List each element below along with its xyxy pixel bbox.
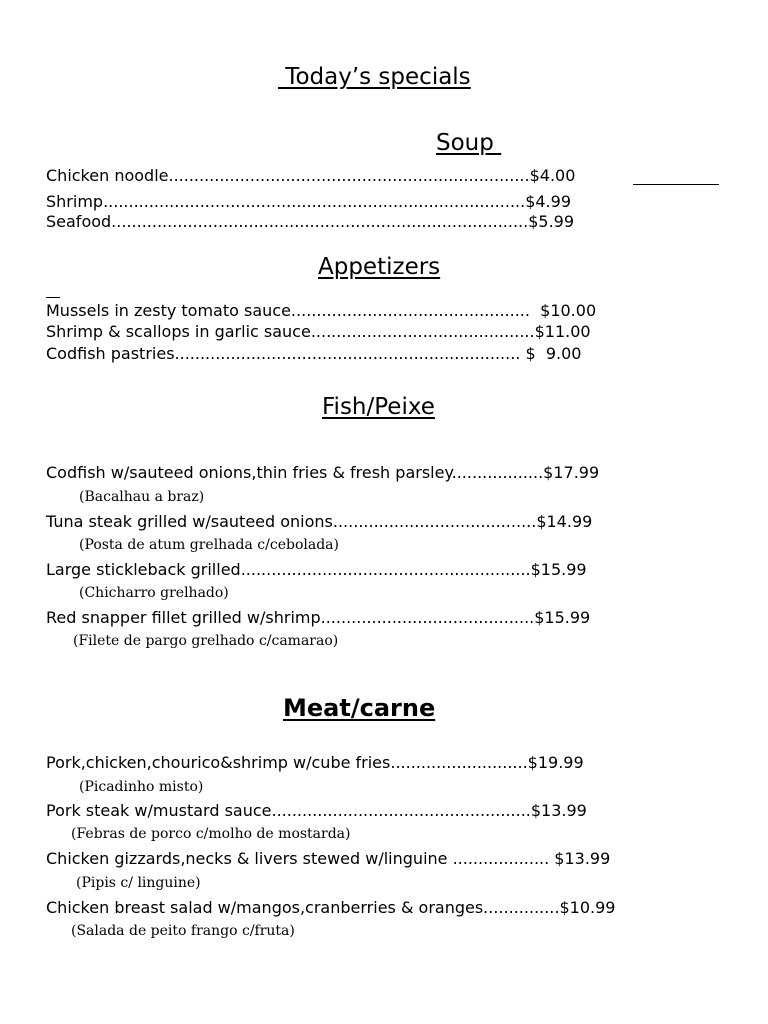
section-heading-meat: Meat/carne (283, 694, 436, 722)
menu-item-translation: (Picadinho misto) (79, 779, 204, 795)
menu-item-pork-steak: Pork steak w/mustard sauce...................................................$13.99 (46, 801, 587, 820)
menu-item-picadinho: Pork,chicken,chourico&shrimp w/cube fries...........................$19.99 (46, 753, 584, 772)
menu-item-chicken-breast-salad: Chicken breast salad w/mangos,cranberries & oranges...............$10.99 (46, 898, 616, 917)
menu-item-chicken-gizzards: Chicken gizzards,necks & livers stewed w/linguine ................... $13.99 (46, 849, 611, 868)
menu-item-translation: (Posta de atum grelhada c/cebolada) (79, 537, 339, 553)
menu-item-translation: (Salada de peito frango c/fruta) (71, 923, 295, 939)
menu-item-translation: (Bacalhau a braz) (79, 489, 205, 505)
menu-item-codfish: Codfish w/sauteed onions,thin fries & fresh parsley..................$17.99 (46, 463, 600, 482)
menu-item-tuna-steak: Tuna steak grilled w/sauteed onions........................................$14.99 (46, 512, 593, 531)
menu-item-translation: (Febras de porco c/molho de mostarda) (71, 826, 351, 842)
menu-item-shrimp-soup: Shrimp...................................................................................$4.99 (46, 192, 571, 211)
section-heading-fish: Fish/Peixe (322, 394, 435, 420)
menu-item-translation: (Pipis c/ linguine) (76, 875, 201, 891)
menu-item-chicken-noodle: Chicken noodle.......................................................................$4.00 (46, 166, 576, 185)
section-heading-appetizers: Appetizers (318, 254, 441, 280)
menu-item-seafood-soup: Seafood..................................................................................$5.99 (46, 212, 575, 231)
menu-item-mussels: Mussels in zesty tomato sauce............................................... $10.00 (46, 301, 597, 320)
page-title: Today’s specials (278, 64, 471, 90)
menu-item-shrimp-scallops: Shrimp & scallops in garlic sauce............................................$11.00 (46, 322, 591, 341)
menu-item-red-snapper: Red snapper fillet grilled w/shrimp..........................................$15.99 (46, 608, 591, 627)
menu-item-translation: (Filete de pargo grelhado c/camarao) (73, 633, 339, 649)
section-heading-soup: Soup (436, 130, 502, 156)
short-rule (46, 297, 60, 298)
menu-item-codfish-pastries: Codfish pastries.................................................................... $ 9.00 (46, 344, 582, 363)
underline-rule (633, 184, 719, 185)
menu-item-stickleback: Large stickleback grilled.........................................................$15.99 (46, 560, 587, 579)
menu-item-translation: (Chicharro grelhado) (79, 585, 229, 601)
